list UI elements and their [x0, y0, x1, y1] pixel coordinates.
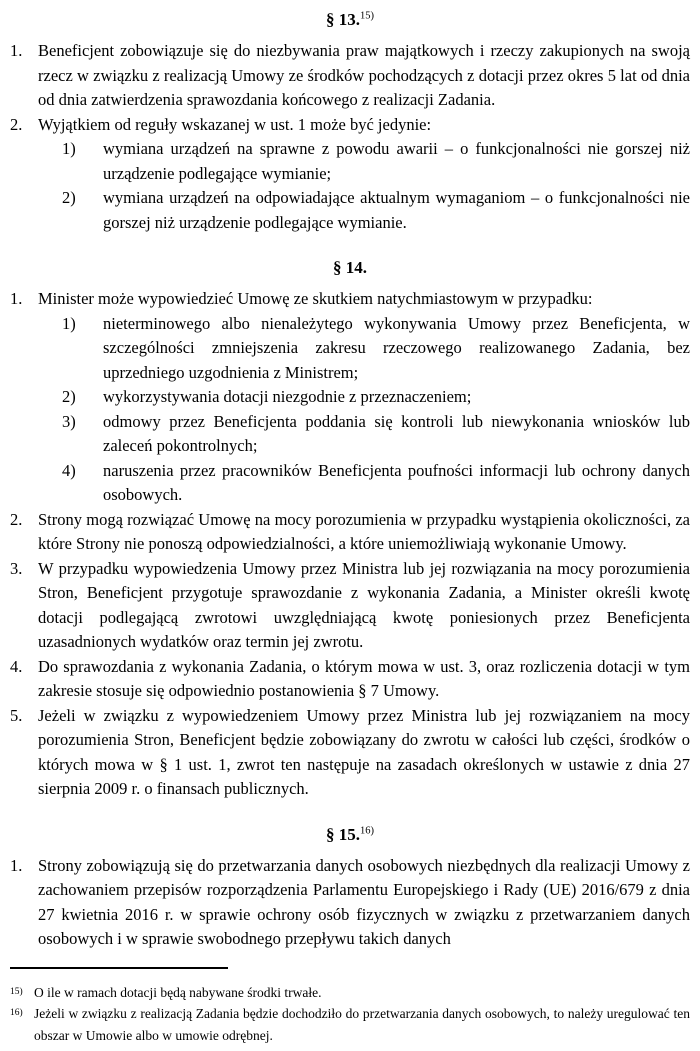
footnote-number: 16) [10, 1008, 23, 1018]
list-item [10, 655, 690, 704]
sub-list-item [62, 137, 690, 186]
section-13-heading [10, 8, 690, 32]
section-13-footnote-ref: 15) [360, 10, 374, 22]
list-item [10, 39, 690, 113]
item-number: 1. [10, 289, 23, 308]
item-text: Strony zobowiązują się do przetwarzania danych osobowych niezbędnych dla realizacji Umowy z zachowaniem przepisów rozporządzenia Parlamentu Europejskiego i Rady (UE) 2016/679 z dnia 27 kwietnia 2016 r. w sprawie ochrony osób fizycznych w związku z przetwarzaniem danych osobowych i w sprawie swobodnego przepływu takich danych [38, 855, 690, 948]
footnote-text: O ile w ramach dotacji będą nabywane środki trwałe. [34, 984, 322, 1000]
sub-item-number: 1) [62, 313, 76, 333]
footnote-separator [10, 967, 228, 969]
sub-item-text: odmowy przez Beneficjenta poddania się kontroli lub niewykonania wniosków lub zaleceń pokontrolnych; [103, 411, 690, 455]
item-number: 4. [10, 656, 23, 676]
item-text: Jeżeli w związku z wypowiedzeniem Umowy przez Ministra lub jej rozwiązaniem na mocy porozumienia Stron, Beneficjent będzie zobowiązany do zwrotu w całości lub części, środków o których mowa w § 1 ust. 1, zwrot ten następuje na zasadach określonych w ustawie z dnia 27 sierpnia 2009 r. o finansach publicznych. [38, 705, 690, 798]
item-text: Strony mogą rozwiązać Umowę na mocy porozumienia w przypadku wystąpienia okoliczności, za które Strony nie ponoszą odpowiedzialności, a które uniemożliwiają wykonanie Umowy. [38, 509, 690, 553]
sub-item-number: 3) [62, 411, 76, 431]
footnote [10, 982, 690, 1004]
sub-list-item [62, 410, 690, 459]
list-item [10, 287, 690, 312]
sub-item-text: naruszenia przez pracowników Beneficjenta poufności informacji lub ochrony danych osobowych. [103, 460, 690, 504]
sub-item-number: 2) [62, 387, 76, 406]
list-item [10, 854, 690, 952]
item-number: 2. [10, 509, 23, 529]
item-number: 5. [10, 705, 23, 725]
item-text: W przypadku wypowiedzenia Umowy przez Ministra lub jej rozwiązania na mocy porozumienia Stron, Beneficjent przygotuje sprawozdanie z wykonania Zadania, a Minister określi kwotę dotacji podlegającą zwrotowi uwzględniającą kwotę poniesionych przez Beneficjenta uzasadnionych wydatków oraz termin jej zwrotu. [38, 558, 690, 651]
footnotes-area [10, 967, 690, 1047]
footnote-number: 15) [10, 986, 23, 997]
list-item [10, 557, 690, 655]
sub-item-text: wymiana urządzeń na sprawne z powodu awarii – o funkcjonalności nie gorszej niż urządzenie podlegające wymianie; [103, 139, 690, 183]
item-number: 2. [10, 114, 23, 134]
item-text: Do sprawozdania z wykonania Zadania, o którym mowa w ust. 3, oraz rozliczenia dotacji w tym zakresie stosuje się odpowiednio postanowienia § 7 Umowy. [38, 656, 690, 700]
sub-list-item [62, 459, 690, 508]
sub-list-item [62, 312, 690, 386]
section-13-heading-text: § 13. [326, 10, 360, 29]
section-15-footnote-ref: 16) [360, 824, 374, 836]
item-number: 3. [10, 558, 23, 578]
section-14-heading [10, 256, 690, 280]
section-15-heading [10, 823, 690, 847]
sub-item-number: 1) [62, 139, 76, 158]
sub-item-number: 4) [62, 460, 76, 480]
footnote [10, 1003, 690, 1046]
item-text: Minister może wypowiedzieć Umowę ze skutkiem natychmiastowym w przypadku: [38, 289, 593, 308]
item-text: Beneficjent zobowiązuje się do niezbywania praw majątkowych i rzeczy zakupionych na swoją rzecz w związku z realizacją Umowy ze środków pochodzących z dotacji przez okres 5 lat od dnia od dnia zatwierdzenia sprawozdania końcowego z realizacji Zadania. [38, 41, 690, 109]
sub-list-item [62, 186, 690, 235]
sub-item-number: 2) [62, 188, 76, 207]
footnote-text: Jeżeli w związku z realizacją Zadania będzie dochodziło do przetwarzania danych osobowych, to należy uregulować ten obszar w Umowie albo w umowie odrębnej. [34, 1006, 690, 1043]
sub-item-text: wykorzystywania dotacji niezgodnie z przeznaczeniem; [103, 387, 472, 406]
sub-item-text: nieterminowego albo nienależytego wykonywania Umowy przez Beneficjenta, w szczególności zmniejszenia zakresu rzeczowego realizowanego Zadania, bez uprzedniego uzgodnienia z Ministrem; [103, 313, 690, 382]
section-15-heading-text: § 15. [326, 824, 360, 844]
item-number: 1. [10, 41, 23, 60]
sub-list-item [62, 385, 690, 410]
section-14-heading-text: § 14. [333, 258, 367, 277]
item-number: 1. [10, 855, 23, 875]
list-item [10, 113, 690, 138]
sub-item-text: wymiana urządzeń na odpowiadające aktualnym wymaganiom – o funkcjonalności nie gorszej niż urządzenie podlegające wymianie. [103, 188, 690, 232]
list-item [10, 508, 690, 557]
item-text: Wyjątkiem od reguły wskazanej w ust. 1 może być jedynie: [38, 114, 432, 134]
list-item [10, 704, 690, 802]
